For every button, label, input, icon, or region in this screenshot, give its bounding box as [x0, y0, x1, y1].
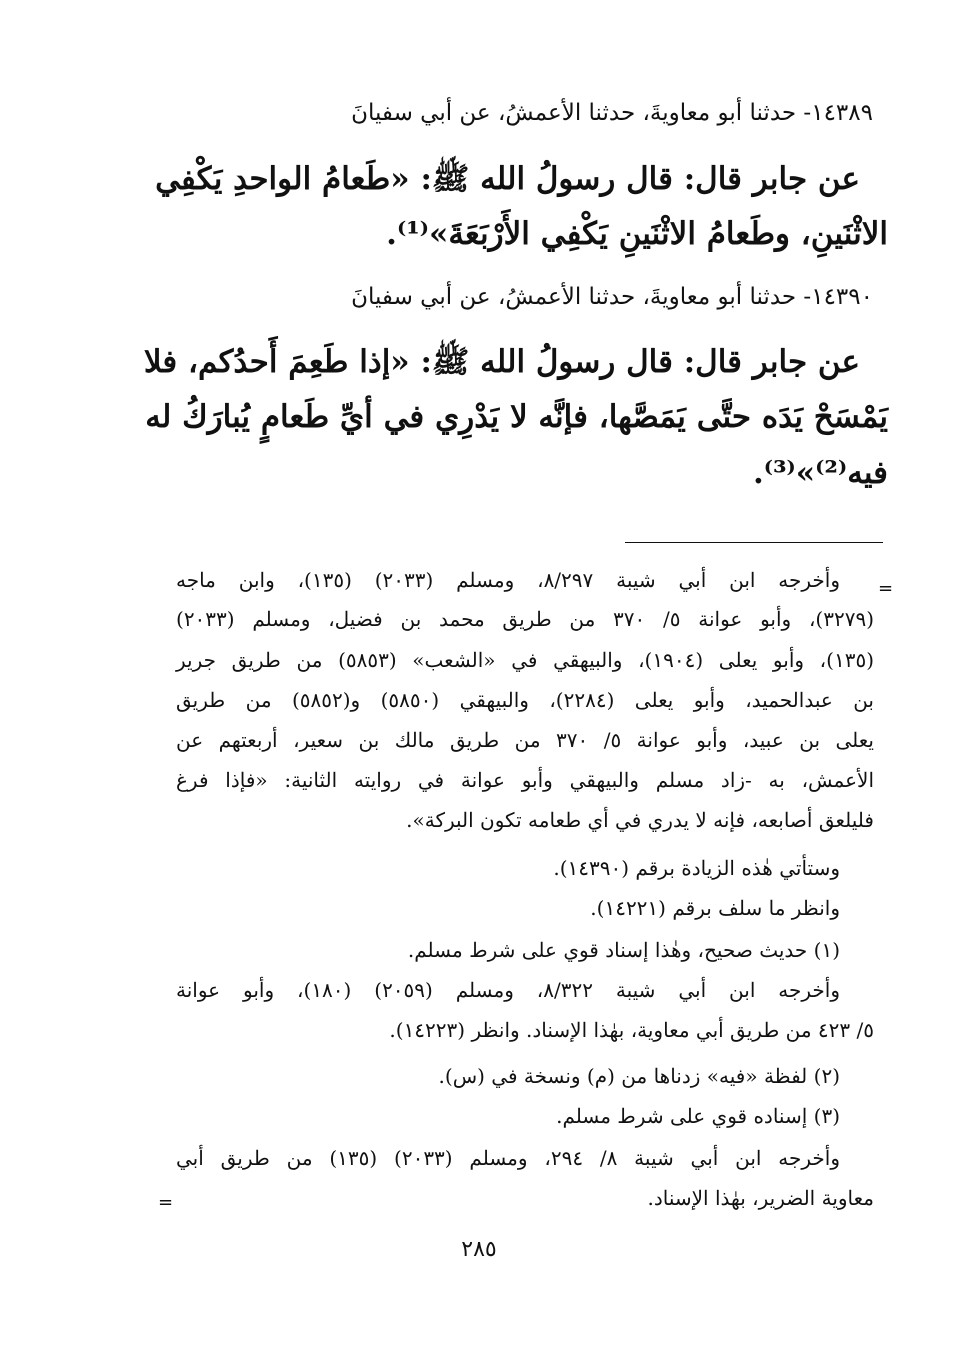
hadith-14390-matn-line-3: فيه⁽²⁾»⁽³⁾. [752, 455, 888, 491]
footnote-line: معاوية الضرير، بهٰذا الإسناد. [647, 1186, 874, 1210]
footnote-line: فليلعق أصابعه، فإنه لا يدري في أي طعامه تكون البركة». [406, 808, 874, 832]
hadith-14390-isnad: ١٤٣٩٠- حدثنا أبو معاويةَ، حدثنا الأعمشُ، عن أبي سفيانَ [351, 284, 873, 310]
footnote-line: وأخرجه ابن أبي شيبة ٨/٣٢٢، ومسلم (٢٠٥٩) (١٨٠)، وأبو عوانة [176, 978, 840, 1002]
footnote-divider [625, 542, 883, 543]
footnote-line: (١٣٥)، وأبو يعلى (١٩٠٤)، والبيهقي في «الشعب» (٥٨٥٣) من طريق جرير [176, 648, 874, 672]
footnote-line: يعلى بن عبيد، وأبو عوانة ٥/ ٣٧٠ من طريق مالك بن سعير، أربعتهم عن [176, 728, 874, 752]
hadith-14390-matn-line-2: يَمْسَحْ يَدَه حتَّى يَمَصَّها، فإنَّه لا يَدْرِي في أيِّ طَعامٍ يُبارَكُ له [145, 399, 888, 435]
footnote-number-3: (٣) إسناده قوي على شرط مسلم. [556, 1104, 840, 1128]
footnote-line: وانظر ما سلف برقم (١٤٢٢١). [590, 896, 840, 920]
footnote-line: ٥/ ٤٢٣ من طريق أبي معاوية، بهٰذا الإسناد. وانظر (١٤٢٢٣). [389, 1018, 874, 1042]
footnote-line: الأعمش، به -زاد مسلم والبيهقي وأبو عوانة في روايته الثانية: «فإذا فرغ [176, 768, 874, 792]
hadith-14389-matn-line-2: الاثْنَينِ، وطَعامُ الاثْنَينِ يَكْفِي الأَرْبَعَةَ»⁽¹⁾. [386, 216, 888, 252]
continuation-mark-bottom: = [158, 1192, 174, 1213]
hadith-14390-matn-line-1: عن جابر قال: قال رسولُ الله ﷺ: «إذا طَعِمَ أَحدُكم، فلا [143, 344, 860, 380]
hadith-14389-isnad: ١٤٣٨٩- حدثنا أبو معاويةَ، حدثنا الأعمشُ، عن أبي سفيانَ [351, 100, 873, 126]
footnote-line: (٣٢٧٩)، وأبو عوانة ٥/ ٣٧٠ من طريق محمد بن فضيل، ومسلم (٢٠٣٣) [176, 607, 874, 631]
continuation-mark-top: = [878, 578, 894, 599]
footnote-number-1: (١) حديث صحيح، وهٰذا إسناد قوي على شرط مسلم. [407, 938, 840, 962]
footnote-number-2: (٢) لفظة «فيه» زدناها من (م) ونسخة في (س). [438, 1064, 840, 1088]
footnote-line: وستأتي هٰذه الزيادة برقم (١٤٣٩٠). [553, 856, 840, 880]
page-number: ٢٨٥ [461, 1237, 497, 1262]
footnote-line: وأخرجه ابن أبي شيبة ٨/ ٢٩٤، ومسلم (٢٠٣٣) (١٣٥) من طريق أبي [176, 1146, 841, 1170]
footnote-line: بن عبدالحميد، وأبو يعلى (٢٢٨٤)، والبيهقي (٥٨٥٠) و(٥٨٥٢) من طريق [176, 688, 874, 712]
hadith-14389-matn-line-1: عن جابر قال: قال رسولُ الله ﷺ: «طَعامُ الواحدِ يَكْفِي [155, 161, 860, 197]
footnote-line: وأخرجه ابن أبي شيبة ٨/٢٩٧، ومسلم (٢٠٣٣) (١٣٥)، وابن ماجه [176, 568, 841, 592]
